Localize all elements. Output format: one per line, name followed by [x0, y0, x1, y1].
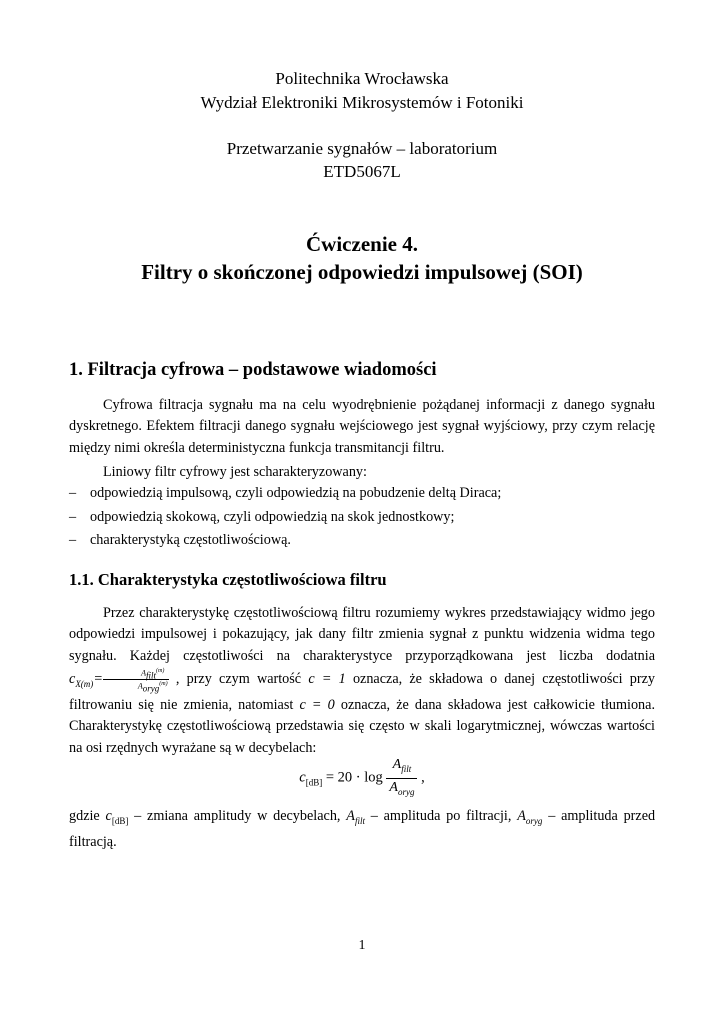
exercise-title: Ćwiczenie 4. — [306, 232, 418, 256]
formula-legend: gdzie $c_{[dB]}$ – zmiana amplitudy w decybelach, $A_{filt}$ – amplituda po filtracji, $A_{oryg}$ – amplituda przed filtracją. — [69, 808, 656, 851]
university-name: Politechnika Wrocławska — [275, 69, 449, 88]
exercise-topic: Filtry o skończonej odpowiedzi impulsowej (SOI) — [141, 260, 583, 284]
course-name: Przetwarzanie sygnałów – laboratorium — [226, 139, 498, 158]
list-marker: – — [69, 532, 77, 548]
list-marker: – — [69, 485, 77, 501]
course-code: ETD5067L — [323, 162, 401, 181]
subsection-heading: 1.1. Charakterystyka częstotliwościowa filtru — [69, 570, 387, 589]
decibel-formula: $c_{[dB]} = 20 \cdot \log$ $\frac{A_{filt}}{A_{oryg}}$ , — [299, 757, 425, 797]
paragraph: Cyfrowa filtracja sygnału ma na celu wyodrębnienie pożądanej informacji z danego sygnału dyskretnego. Efektem filtracji danego sygnału wejściowego jest sygnał wyjściowy, przy czym relację między nimi określa deterministyczna funkcja transmitancji filtru. — [69, 397, 655, 456]
list-item: – odpowiedzią impulsową, czyli odpowiedzią na pobudzenie deltą Diraca; — [69, 483, 655, 507]
inline-formula: $c_{X(m)}=$ $\frac{A_{filt}^{(m)}}{A_{oryg}^{(m)}}$ — [69, 667, 168, 694]
faculty-name: Wydział Elektroniki Mikrosystemów i Fotoniki — [200, 93, 524, 112]
list-marker: – — [69, 508, 77, 525]
section-1-intro — [69, 395, 655, 483]
list-item: – charakterystyką częstotliwościową. — [69, 530, 655, 554]
section-heading: 1. Filtracja cyfrowa – podstawowe wiadomości — [69, 360, 437, 380]
page-number: 1 — [358, 938, 366, 953]
characteristics-list — [69, 483, 655, 554]
section-1-1-body — [69, 603, 655, 759]
paragraph: Liniowy filtr cyfrowy jest scharakteryzowany: — [103, 463, 367, 480]
paragraph: Przez charakterystykę częstotliwościową filtru rozumiemy wykres przedstawiający widmo jego odpowiedzi impulsowej i pokazujący, jak dany filtr zmienia sygnał z punktu widzenia widma tego sygnału. Każdej częstotliwości na charakterystyce przyporządkowana jest liczba dodatnia $c_{X(m)}=$ $\frac{A_{filt}^{(m)}}{A_{oryg}^{(m)}}$ , przy czym wartość c = 1 oznacza, że składowa o danej częstotliwości przy filtrowaniu się nie zmienia, natomiast c = 0 oznacza, że dana składowa jest całkowicie tłumiona. Charakterystykę częstotliwościową przedstawia się często w skali logarytmicznej, wówczas wartości na osi rzędnych wyrażane są w decybelach: — [69, 605, 656, 756]
list-item: – odpowiedzią skokową, czyli odpowiedzią na skok jednostkowy; — [69, 507, 655, 531]
